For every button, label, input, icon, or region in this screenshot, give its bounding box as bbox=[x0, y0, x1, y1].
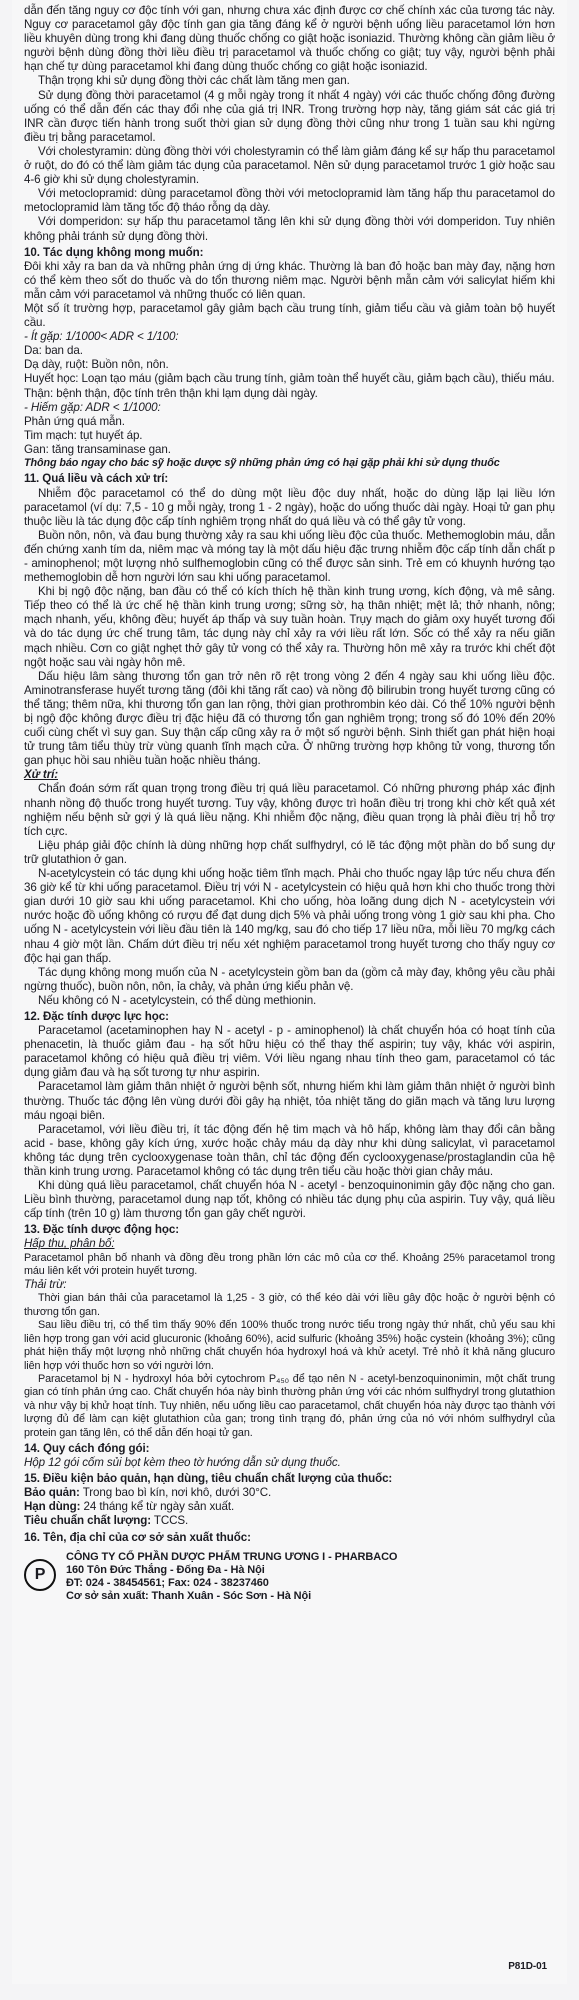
factory-address: Cơ sở sản xuất: Thanh Xuân - Sóc Sơn - Hà Nội bbox=[66, 1589, 312, 1602]
intro-paragraph: dẫn đến tăng nguy cơ độc tính với gan, nhưng chưa xác định được cơ chế chính xác của tương tác này. Nguy cơ paracetamol gây độc tính gan gia tăng đáng kể ở người bệnh uống liều paracetamol lớn hơn liều khuyên dùng trong khi đang dùng thuốc chống co giật hoặc isoniazid. Thường không cần giảm liều ở người bệnh dùng đồng thời liều điều trị paracetamol và thuốc chống co giật; tuy vậy, người bệnh phải hạn chế tự dùng paracetamol khi đang dùng thuốc chống co giật hoặc isoniazid. bbox=[24, 4, 555, 74]
intro-paragraph: Sử dụng đồng thời paracetamol (4 g mỗi ngày trong ít nhất 4 ngày) với các thuốc chống đông đường uống có thể dẫn đến các thay đổi nhẹ của giá trị INR. Trong trường hợp này, tăng giám sát các giá trị INR cần được tiến hành trong suốt thời gian sử dụng đồng thời cũng như trong 1 tuần sau khi ngừng điều trị bằng paracetamol. bbox=[24, 88, 555, 144]
storage-label: Bảo quản: bbox=[24, 1486, 80, 1500]
treatment-text: Liệu pháp giải độc chính là dùng những hợp chất sulfhydryl, có lẽ tác động một phần do bổ sung dự trữ glutathion ở gan. bbox=[24, 838, 555, 866]
section-12-text: Khi dùng quá liều paracetamol, chất chuyển hóa N - acetyl - benzoquinonimin gây độc nặng cho gan. Liều bình thường, paracetamol dung nạp tốt, không có nhiều tác dụng phụ của aspirin. Tuy vậy, quá liều cấp tính (trên 10 g) làm thương tổn gan gây chết người. bbox=[24, 1179, 555, 1221]
manufacturer-block bbox=[24, 1551, 555, 1603]
section-14-heading: 14. Quy cách đóng gói: bbox=[24, 1441, 150, 1455]
elimination-text: Paracetamol bị N - hydroxyl hóa bởi cytochrom P₄₅₀ để tạo nên N - acetyl-benzoquinonimin, một chất trung gian có tính phản ứng cao. Chất chuyển hóa này bình thường phản ứng với các nhóm sulfhydryl trong glutathion và như vậy bị khử hoạt tính. Tuy nhiên, nếu uống liều cao paracetamol, chất chuyển hóa này được tạo thành với lượng đủ để làm cạn kiệt glutathion của gan; trong tình trạng đó, phản ứng của nó với nhóm sulfhydryl của protein gan tăng lên, có thể dẫn đến hoại tử gan. bbox=[24, 1372, 555, 1439]
adr-item: Tim mạch: tụt huyết áp. bbox=[24, 428, 143, 442]
section-13-heading: 13. Đặc tính dược động học: bbox=[24, 1223, 180, 1237]
section-15-heading: 15. Điều kiện bảo quản, hạn dùng, tiêu chuẩn chất lượng của thuốc: bbox=[24, 1472, 393, 1486]
company-phone: ĐT: 024 - 38454561; Fax: 024 - 38237460 bbox=[66, 1576, 269, 1589]
absorption-label: Hấp thu, phân bố: bbox=[24, 1237, 115, 1251]
standard-line bbox=[24, 1514, 555, 1528]
section-12-text: Paracetamol (acetaminophen hay N - acetyl - p - aminophenol) là chất chuyển hóa có hoạt tính của phenacetin, là thuốc giảm đau - hạ sốt hữu hiệu có thể thay thế aspirin; tuy vậy, khác với aspirin, paracetamol không có hiệu quả điều trị viêm. Với liều ngang nhau tính theo gam, paracetamol có tác dụng giảm đau và hạ sốt tương tự như aspirin. bbox=[24, 1024, 555, 1080]
section-11-text: Dấu hiệu lâm sàng thương tổn gan trở nên rõ rệt trong vòng 2 đến 4 ngày sau khi uống liều độc. Aminotransferase huyết tương tăng (đôi khi tăng rất cao) và nồng độ bilirubin trong huyết tương cũng có thể tăng; thêm nữa, khi thương tổn gan lan rộng, thời gian prothrombin kéo dài. Có thể 10% người bệnh bị ngộ độc không được điều trị đặc hiệu đã có thương tổn gan nghiêm trọng; trong số đó 10% đến 20% cuối cùng chết vì suy gan. Suy thận cấp cũng xảy ra ở một số người bệnh. Sinh thiết gan phát hiện hoại tử trung tâm tiểu thùy trừ vùng quanh tĩnh mạch cửa. Ở những trường hợp không tử vong, thương tổn gan phục hồi sau nhiều tuần hoặc nhiều tháng. bbox=[24, 669, 555, 768]
elimination-text: Sau liều điều trị, có thể tìm thấy 90% đến 100% thuốc trong nước tiểu trong ngày thứ nhất, chủ yếu sau khi liên hợp trong gan với acid glucuronic (khoảng 60%), acid sulfuric (khoảng 35%) hoặc cystein (khoảng 3%); cũng phát hiện thấy một lượng nhỏ những chất chuyển hóa hydroxyl hoá và khử acetyl. Trẻ nhỏ ít khả năng glucuro liên hợp với thuốc hơn so với người lớn. bbox=[24, 1319, 555, 1372]
treatment-text: Tác dụng không mong muốn của N - acetylcystein gồm ban da (gồm cả mày đay, không yêu cầu phải ngừng thuốc), buồn nôn, nôn, ỉa chảy, và phản ứng kiểu phản vệ. bbox=[24, 965, 555, 993]
adr-item: Gan: tăng transaminase gan. bbox=[24, 442, 171, 456]
adr-item: Huyết học: Loạn tạo máu (giảm bạch cầu trung tính, giảm toàn thể huyết cầu, giảm bạch cầu), thiếu máu. bbox=[24, 372, 555, 386]
intro-paragraph: Với domperidon: sự hấp thu paracetamol tăng lên khi sử dụng đồng thời với domperidon. Tuy nhiên không phải tránh sử dụng đồng thời. bbox=[24, 215, 555, 243]
standard-value: TCCS. bbox=[150, 1514, 189, 1528]
section-12-heading: 12. Đặc tính dược lực học: bbox=[24, 1009, 169, 1023]
elimination-label: Thải trừ: bbox=[24, 1278, 67, 1292]
intro-paragraph: Với metoclopramid: dùng paracetamol đồng thời với metoclopramid làm tăng hấp thu paracetamol do metoclopramid làm tăng tốc độ tháo rỗng dạ dày. bbox=[24, 187, 555, 215]
rare-label: - Hiếm gặp: ADR < 1/1000: bbox=[24, 400, 161, 414]
adr-note: Thông báo ngay cho bác sỹ hoặc dược sỹ những phản ứng có hại gặp phải khi sử dụng thuốc bbox=[24, 457, 500, 469]
expiry-value: 24 tháng kể từ ngày sản xuất. bbox=[80, 1500, 235, 1514]
intro-paragraph: Thận trọng khi sử dụng đồng thời các chất làm tăng men gan. bbox=[38, 74, 350, 88]
storage-line bbox=[24, 1486, 555, 1500]
section-12-text: Paracetamol làm giảm thân nhiệt ở người bệnh sốt, nhưng hiếm khi làm giảm thân nhiệt ở người bình thường. Thuốc tác động lên vùng dưới đồi gây hạ nhiệt, tỏa nhiệt tăng do giãn mạch và tăng lưu lượng máu ngoại biên. bbox=[24, 1080, 555, 1122]
section-12-text: Paracetamol, với liều điều trị, ít tác động đến hệ tim mạch và hô hấp, không làm thay đổi cân bằng acid - base, không gây kích ứng, xước hoặc chảy máu dạ dày như khi dùng salicylat, vì paracetamol không tác dụng trên cyclooxygenase toàn thân, chỉ tác động đến cyclooxygenase/prostaglandin của hệ thần kinh trung ương. Paracetamol không có tác dụng trên tiểu cầu hoặc thời gian chảy máu. bbox=[24, 1122, 555, 1178]
document-code: P81D-01 bbox=[508, 1960, 547, 1972]
treatment-label: Xử trí: bbox=[24, 768, 58, 782]
packaging-text: Hộp 12 gói cốm sủi bọt kèm theo tờ hướng dẫn sử dụng thuốc. bbox=[24, 1456, 341, 1470]
section-11-text: Buồn nôn, nôn, và đau bụng thường xảy ra sau khi uống liều độc của thuốc. Methemoglobin máu, dẫn đến chứng xanh tím da, niêm mạc và móng tay là một dấu hiệu đặc trưng nhiễm độc cấp tính dẫn chất p - aminophenol; một lượng nhỏ sulfhemoglobin cũng có thể được sản sinh. Trẻ em có khuynh hướng tạo methemoglobin dễ hơn người lớn sau khi uống paracetamol. bbox=[24, 528, 555, 585]
section-10-text: Đôi khi xảy ra ban da và những phản ứng dị ứng khác. Thường là ban đỏ hoặc ban mày đay, nặng hơn có thể kèm theo sốt do thuốc và do tổn thương niêm mạc. Người bệnh mẫn cảm với salicylat hiếm khi mẫn cảm với paracetamol và những thuốc có liên quan. bbox=[24, 259, 555, 301]
company-name: CÔNG TY CỔ PHẦN DƯỢC PHẨM TRUNG ƯƠNG I - PHARBACO bbox=[66, 1550, 398, 1563]
treatment-text: Chẩn đoán sớm rất quan trọng trong điều trị quá liều paracetamol. Có những phương pháp xác định nhanh nồng độ thuốc trong huyết tương. Tuy vậy, không được trì hoãn điều trị trong khi chờ kết quả xét nghiệm nếu bệnh sử gợi ý là quá liều nặng. Khi nhiễm độc nặng, điều quan trọng là phải điều trị hỗ trợ tích cực. bbox=[24, 782, 555, 838]
section-11-text: Nhiễm độc paracetamol có thể do dùng một liều độc duy nhất, hoặc do dùng lặp lại liều lớn paracetamol (ví dụ: 7,5 - 10 g mỗi ngày, trong 1 - 2 ngày), hoặc do uống thuốc dài ngày. Hoại tử gan phụ thuộc liều là tác dụng độc cấp tính nghiêm trọng nhất do quá liều và có thể gây tử vong. bbox=[24, 486, 555, 528]
section-10-heading: 10. Tác dụng không mong muốn: bbox=[24, 245, 204, 259]
adr-item: Phản ứng quá mẫn. bbox=[24, 414, 125, 428]
common-label: - Ít gặp: 1/1000< ADR < 1/100: bbox=[24, 330, 179, 344]
expiry-label: Hạn dùng: bbox=[24, 1500, 81, 1514]
treatment-text: Nếu không có N - acetylcystein, có thể dùng methionin. bbox=[38, 993, 317, 1007]
company-logo: P bbox=[24, 1559, 56, 1591]
expiry-line bbox=[24, 1500, 555, 1514]
manufacturer-info bbox=[66, 1551, 397, 1603]
adr-item: Dạ dày, ruột: Buồn nôn, nôn. bbox=[24, 358, 169, 372]
storage-value: Trong bao bì kín, nơi khô, dưới 30°C. bbox=[79, 1486, 272, 1500]
absorption-text: Paracetamol phân bố nhanh và đồng đều trong phần lớn các mô của cơ thể. Khoảng 25% paracetamol trong máu liên kết với protein huyết tương. bbox=[24, 1251, 555, 1277]
adr-item: Thận: bệnh thận, độc tính trên thận khi lạm dụng dài ngày. bbox=[24, 386, 318, 400]
elimination-text: Thời gian bán thải của paracetamol là 1,25 - 3 giờ, có thể kéo dài với liều gây độc hoặc ở người bệnh có thương tổn gan. bbox=[24, 1292, 555, 1318]
company-address: 160 Tôn Đức Thắng - Đống Đa - Hà Nội bbox=[66, 1563, 265, 1576]
section-11-text: Khi bị ngộ độc nặng, ban đầu có thể có kích thích hệ thần kinh trung ương, kích động, và mê sảng. Tiếp theo có thể là ức chế hệ thần kinh trung ương; sững sờ, hạ thân nhiệt; mệt lả; thở nhanh, nông; mạch nhanh, yếu, không đều; huyết áp thấp và suy tuần hoàn. Trụy mạch do giảm oxy huyết tương đối và do tác dụng ức chế trung tâm, tác dụng này chỉ xảy ra với liều rất lớn. Sốc có thể xảy ra nếu giãn mạch nhiều. Cơn co giật nghẹt thở gây tử vong có thể xảy ra. Thường hôn mê xảy ra trước khi chết đột ngột hoặc sau vài ngày hôn mê. bbox=[24, 585, 555, 669]
section-10-text: Một số ít trường hợp, paracetamol gây giảm bạch cầu trung tính, giảm tiểu cầu và giảm toàn bộ huyết cầu. bbox=[24, 301, 555, 330]
treatment-text: N-acetylcystein có tác dụng khi uống hoặc tiêm tĩnh mạch. Phải cho thuốc ngay lập tức nếu chưa đến 36 giờ kể từ khi uống paracetamol. Điều trị với N - acetylcystein có hiệu quả hơn khi cho thuốc trong thời gian dưới 10 giờ sau khi uống paracetamol. Khi cho uống, hòa loãng dung dịch N - acetylcystein với nước hoặc đồ uống không có rượu để đạt dung dịch 5% và phải uống trong vòng 1 giờ sau khi pha. Cho uống N - acetylcystein với liều đầu tiên là 140 mg/kg, sau đó cho tiếp 17 liều nữa, mỗi liều 70 mg/kg cách nhau 4 giờ một lần. Chấm dứt điều trị nếu xét nghiệm paracetamol trong huyết tương cho thấy nguy cơ độc hại gan thấp. bbox=[24, 867, 555, 965]
adr-item: Da: ban da. bbox=[24, 344, 83, 358]
section-11-heading: 11. Quá liều và cách xử trí: bbox=[24, 472, 169, 486]
section-16-heading: 16. Tên, địa chỉ của cơ sở sản xuất thuốc: bbox=[24, 1530, 251, 1544]
leaflet-page bbox=[12, 0, 567, 1984]
standard-label: Tiêu chuẩn chất lượng: bbox=[24, 1514, 151, 1528]
intro-paragraph: Với cholestyramin: dùng đồng thời với cholestyramin có thể làm giảm đáng kể sự hấp thu paracetamol ở ruột, do đó có thể làm giảm tác dụng của paracetamol. Nên sử dụng paracetamol trước 1 giờ hoặc sau 4-6 giờ khi sử dụng cholestyramin. bbox=[24, 144, 555, 187]
